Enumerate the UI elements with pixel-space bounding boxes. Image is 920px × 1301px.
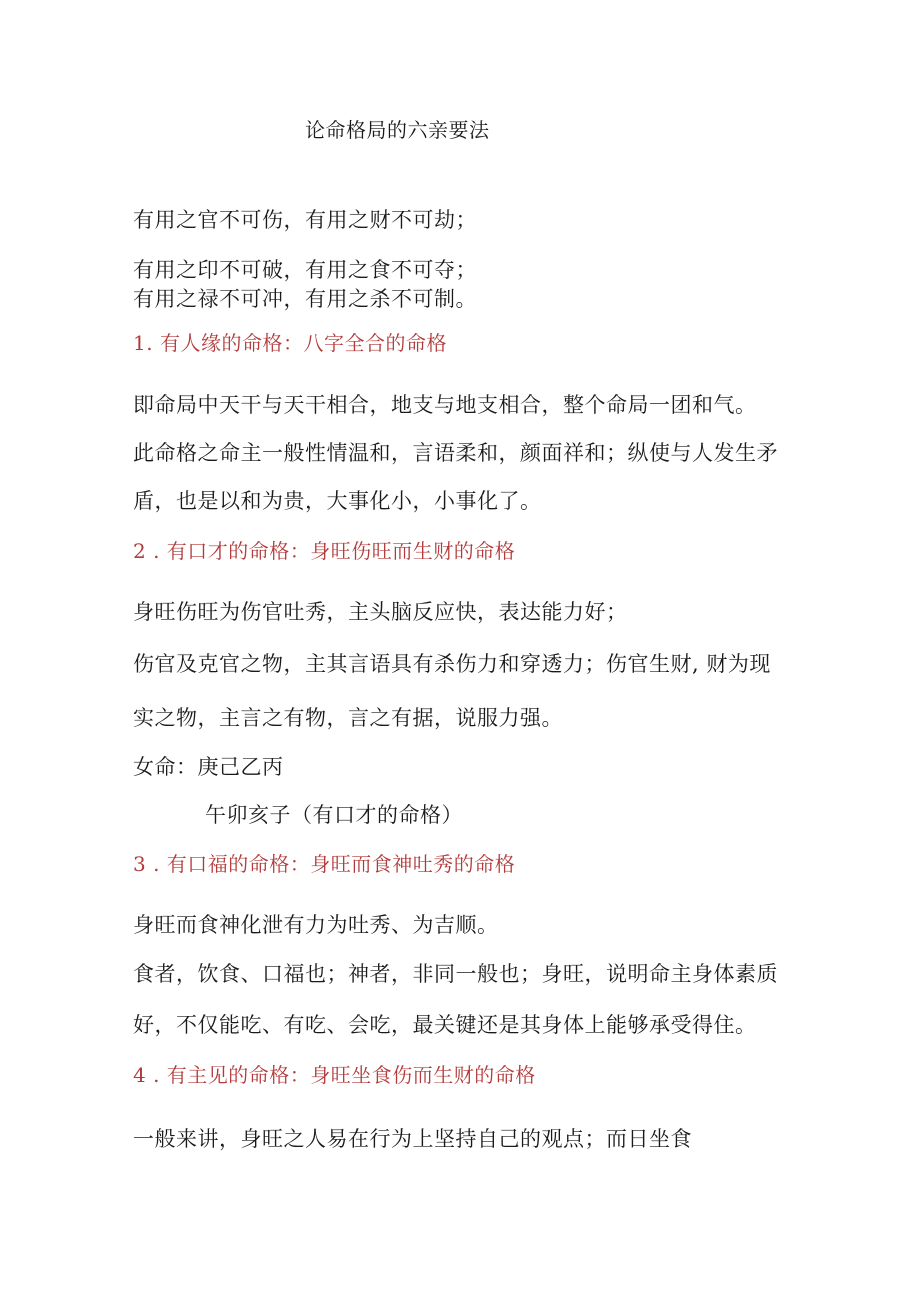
section-1-paragraph-2: 此命格之命主一般性情温和，言语柔和，颜面祥和；纵使与人发生矛 [133,441,778,465]
section-3-paragraph-3: 好，不仅能吃、有吃、会吃，最关键还是其身体上能够承受得住。 [133,1013,757,1037]
section-3-paragraph-2: 食者，饮食、口福也；神者，非同一般也；身旺，说明命主身体素质 [133,962,778,986]
section-2-paragraph-3: 实之物，主言之有物，言之有据，说服力强。 [133,706,563,730]
section-1-paragraph-3: 盾，也是以和为贵，大事化小，小事化了。 [133,489,542,513]
section-2-paragraph-2: 伤官及克官之物，主其言语具有杀伤力和穿透力；伤官生财, 财为现 [133,652,771,676]
section-3-heading: 3 . 有口福的命格：身旺而食神吐秀的命格 [133,852,516,876]
section-4-heading: 4 . 有主见的命格：身旺坐食伤而生财的命格 [133,1063,536,1087]
section-1-heading: 1. 有人缘的命格：八字全合的命格 [133,331,447,355]
section-4-paragraph-1: 一般来讲，身旺之人易在行为上坚持自己的观点；而日坐食 [133,1127,692,1151]
example-chart-line-2: 午卯亥子（有口才的命格） [205,803,463,827]
section-2-heading: 2 . 有口才的命格：身旺伤旺而生财的命格 [133,539,516,563]
example-chart-line-1: 女命：庚己乙丙 [133,755,284,779]
verse-line-2: 有用之印不可破，有用之食不可夺； [133,258,477,282]
section-2-paragraph-1: 身旺伤旺为伤官吐秀，主头脑反应快，表达能力好； [133,600,628,624]
document-title: 论命格局的六亲要法 [305,118,490,142]
section-1-paragraph-1: 即命局中天干与天干相合，地支与地支相合，整个命局一团和气。 [133,393,757,417]
section-3-paragraph-1: 身旺而食神化泄有力为吐秀、为吉顺。 [133,913,499,937]
verse-line-3: 有用之禄不可冲，有用之杀不可制。 [133,287,477,311]
verse-line-1: 有用之官不可伤，有用之财不可劫； [133,208,477,232]
